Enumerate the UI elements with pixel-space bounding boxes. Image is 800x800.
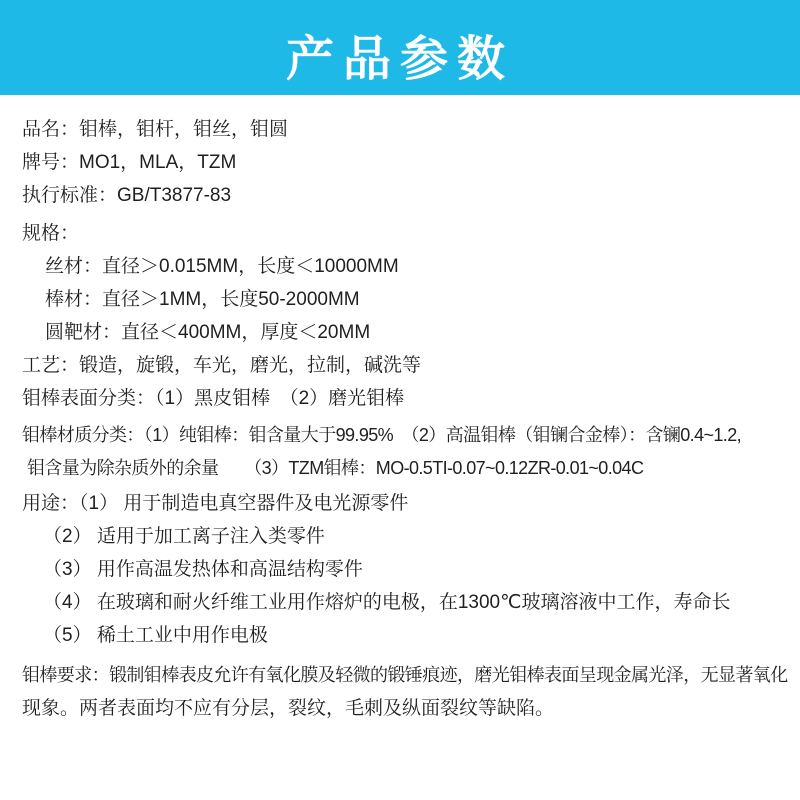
line-standard: 执行标准：GB/T3877-83 bbox=[22, 185, 232, 206]
product-parameters-section bbox=[0, 95, 800, 725]
line-usage-4: （4） 在玻璃和耐火纤维工业用作熔炉的电极，在1300℃玻璃溶液中工作，寿命长 bbox=[43, 592, 731, 613]
line-material-classification-cont: 钼含量为除杂质外的余量 （3）TZM钼棒：MO-0.5TI-0.07~0.12ZR-0.01~0.04C bbox=[27, 458, 644, 478]
line-spec-wire: 丝材：直径＞0.015MM，长度＜10000MM bbox=[45, 256, 399, 277]
line-usage-3: （3） 用作高温发热体和高温结构零件 bbox=[43, 559, 363, 580]
line-process: 工艺：锻造，旋锻，车光，磨光，拉制，碱洗等 bbox=[22, 355, 422, 376]
line-material-classification: 钼棒材质分类：（1）纯钼棒：钼含量大于99.95% （2）高温钼棒（钼镧合金棒）：含镧0.4~1.2, bbox=[22, 425, 742, 445]
line-usage-2: （2） 适用于加工离子注入类零件 bbox=[43, 526, 325, 547]
line-requirements-cont: 现象。两者表面均不应有分层，裂纹，毛刺及纵面裂纹等缺陷。 bbox=[22, 698, 555, 719]
header-banner bbox=[0, 0, 800, 95]
line-usage-5: （5） 稀土工业中用作电极 bbox=[43, 625, 268, 646]
line-spec-heading: 规格： bbox=[22, 223, 80, 244]
page-title: 产品参数 bbox=[285, 33, 514, 86]
line-usage-1: 用途：（1） 用于制造电真空器件及电光源零件 bbox=[22, 493, 409, 514]
line-requirements: 钼棒要求：锻制钼棒表皮允许有氧化膜及轻微的锻锤痕迹，磨光钼棒表面呈现金属光泽，无显著氧化 bbox=[22, 665, 788, 685]
line-product-name: 品名：钼棒，钼杆，钼丝，钼圆 bbox=[22, 119, 289, 140]
line-brand-grade: 牌号：MO1，MLA，TZM bbox=[22, 152, 237, 173]
line-spec-rod: 棒材：直径＞1MM，长度50-2000MM bbox=[45, 289, 360, 310]
line-surface-classification: 钼棒表面分类：（1）黑皮钼棒 （2）磨光钼棒 bbox=[22, 388, 405, 409]
line-spec-disc-target: 圆靶材：直径＜400MM，厚度＜20MM bbox=[45, 322, 371, 343]
